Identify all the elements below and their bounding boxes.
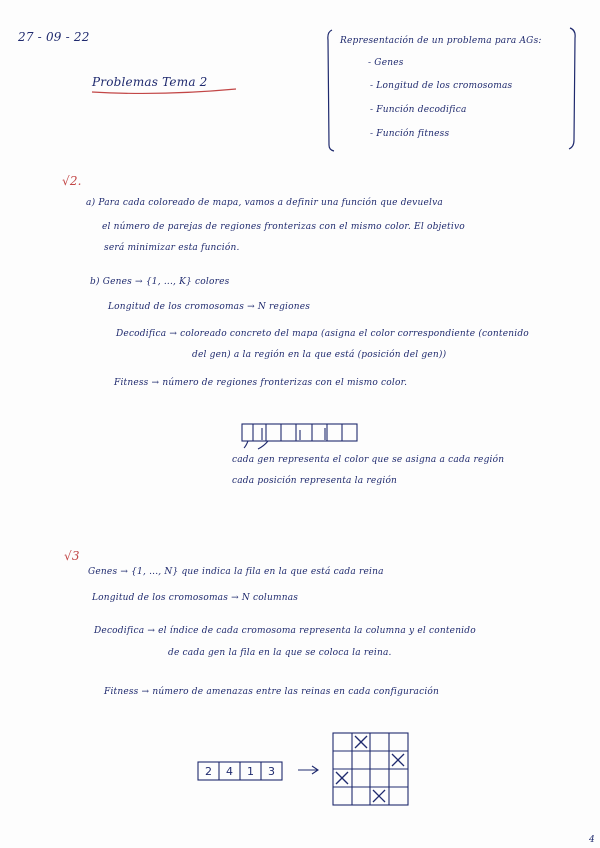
box-heading: Representación de un problema para AGs: xyxy=(340,36,542,46)
page-number: 4 xyxy=(589,835,595,845)
p3-longitud: Longitud de los cromosomas → N columnas xyxy=(92,593,299,603)
box-right-bracket xyxy=(569,28,575,149)
chromosome-gene-4: 3 xyxy=(268,765,275,778)
page-title: Problemas Tema 2 xyxy=(92,75,208,89)
p2-note1: cada gen representa el color que se asigna a cada región xyxy=(232,455,505,465)
box-item-genes: - Genes xyxy=(368,58,404,68)
arrow-icon xyxy=(298,766,318,774)
chromosome-gene-2: 4 xyxy=(226,765,233,778)
p2-b-genes: b) Genes → {1, ..., K} colores xyxy=(90,277,230,287)
date: 27 - 09 - 22 xyxy=(18,30,90,44)
p2-b-decod1: Decodifica → coloreado concreto del mapa (asigna el color correspondiente (contenido xyxy=(116,329,529,339)
p3-genes: Genes → {1, ..., N} que indica la fila en la que está cada reina xyxy=(88,567,384,577)
p2-a-line1: a) Para cada coloreado de mapa, vamos a definir una función que devuelva xyxy=(86,198,443,208)
queens-board xyxy=(333,733,408,805)
p3-fitness: Fitness → número de amenazas entre las reinas en cada configuración xyxy=(104,687,440,697)
p3-decod1: Decodifica → el índice de cada cromosoma representa la columna y el contenido xyxy=(94,626,476,636)
chromosome-sketch-p2 xyxy=(242,424,357,449)
problem-3-marker: √3 xyxy=(64,549,80,563)
problem-2-marker: √2. xyxy=(62,174,82,188)
box-item-longitud: - Longitud de los cromosomas xyxy=(370,81,513,91)
p2-note2: cada posición representa la región xyxy=(232,476,398,486)
p2-a-line3: será minimizar esta función. xyxy=(104,243,240,253)
chromosome-gene-1: 2 xyxy=(205,765,212,778)
box-item-decodifica: - Función decodifica xyxy=(370,105,467,115)
box-left-bracket xyxy=(328,30,334,151)
title-underline xyxy=(92,89,236,93)
p3-decod2: de cada gen la fila en la que se coloca la reina. xyxy=(168,648,392,658)
p2-a-line2: el número de parejas de regiones fronterizas con el mismo color. El objetivo xyxy=(102,222,465,232)
p2-b-decod2: del gen) a la región en la que está (posición del gen)) xyxy=(192,350,447,360)
box-item-fitness: - Función fitness xyxy=(370,129,450,139)
chromosome-gene-3: 1 xyxy=(247,765,254,778)
p2-b-fitness: Fitness → número de regiones fronterizas con el mismo color. xyxy=(114,378,408,388)
p2-b-longitud: Longitud de los cromosomas → N regiones xyxy=(108,302,311,312)
